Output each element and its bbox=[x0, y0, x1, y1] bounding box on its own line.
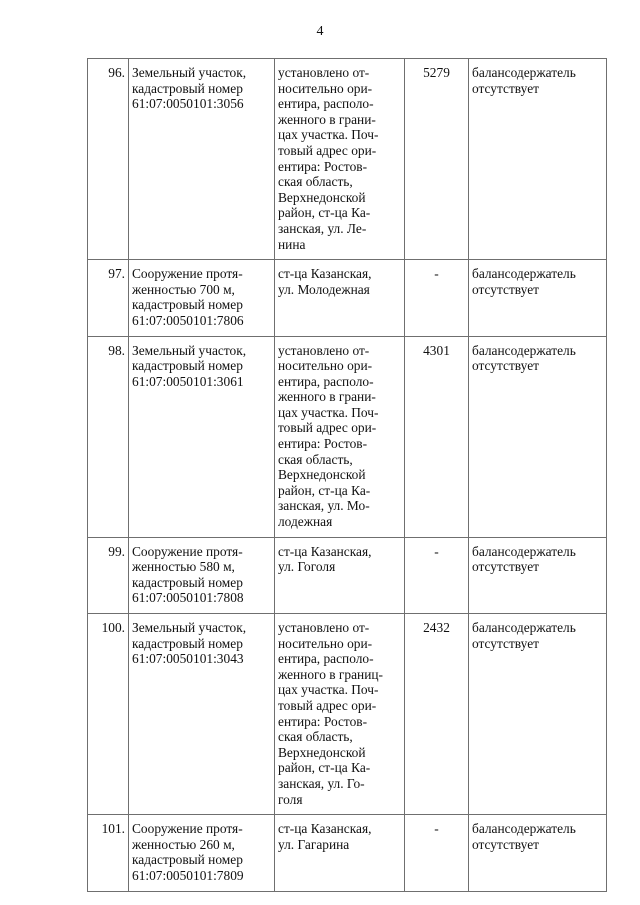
object-address: установлено от- носительно ори- ентира, располо- женного в грани- цах участка. Поч- товый адрес ори- ентира: Ростов- ская область, Верхнедонской район, ст-ца Ка- занская, ул. Ле- нина bbox=[278, 65, 379, 252]
row-number: 100. bbox=[88, 614, 129, 815]
table-row bbox=[88, 260, 607, 336]
balance-holder: балансодержатель отсутствует bbox=[472, 342, 576, 374]
balance-holder: балансодержатель отсутствует bbox=[472, 543, 576, 575]
object-address: установлено от- носительно ори- ентира, располо- женного в грани- цах участка. Поч- товый адрес ори- ентира: Ростов- ская область, Верхнедонской район, ст-ца Ка- занская, ул. Мо- лодежная bbox=[278, 342, 379, 530]
table-row bbox=[88, 815, 607, 891]
object-name: Земельный участок, кадастровый номер 61:07:0050101:3056 bbox=[132, 65, 247, 112]
table-row bbox=[88, 614, 607, 815]
object-address: ст-ца Казанская, ул. Молодежная bbox=[278, 266, 372, 297]
object-name: Земельный участок, кадастровый номер 61:07:0050101:3043 bbox=[132, 620, 247, 667]
object-name: Сооружение протя- женностью 700 м, кадастровый номер 61:07:0050101:7806 bbox=[132, 266, 244, 328]
row-number: 97. bbox=[88, 260, 129, 336]
row-number: 101. bbox=[88, 815, 129, 891]
row-number: 98. bbox=[88, 336, 129, 537]
object-name: Сооружение протя- женностью 580 м, кадастровый номер 61:07:0050101:7808 bbox=[132, 543, 244, 606]
balance-holder: балансодержатель отсутствует bbox=[472, 620, 576, 651]
property-registry-table bbox=[87, 58, 607, 892]
object-area: - bbox=[405, 260, 469, 336]
balance-holder: балансодержатель отсутствует bbox=[472, 821, 576, 852]
balance-holder: балансодержатель отсутствует bbox=[472, 266, 576, 297]
balance-holder: балансодержатель отсутствует bbox=[472, 65, 576, 96]
object-address: ст-ца Казанская, ул. Гоголя bbox=[278, 543, 372, 575]
row-number: 96. bbox=[88, 59, 129, 260]
page-number: 4 bbox=[316, 24, 324, 39]
row-number: 99. bbox=[88, 537, 129, 613]
object-address: ст-ца Казанская, ул. Гагарина bbox=[278, 821, 372, 852]
table-row bbox=[88, 537, 607, 613]
object-area: - bbox=[405, 815, 469, 891]
object-name: Сооружение протя- женностью 260 м, кадастровый номер 61:07:0050101:7809 bbox=[132, 821, 244, 883]
object-area: 2432 bbox=[405, 614, 469, 815]
object-area: 5279 bbox=[405, 59, 469, 260]
table-row bbox=[88, 336, 607, 537]
object-address: установлено от- носительно ори- ентира, располо- женного в границ- цах участка. Поч- товый адрес ори- ентира: Ростов- ская область, Верхнедонской район, ст-ца Ка- занская, ул. Го- голя bbox=[278, 620, 384, 807]
object-area: - bbox=[405, 537, 469, 613]
object-name: Земельный участок, кадастровый номер 61:07:0050101:3061 bbox=[132, 342, 247, 389]
table-row bbox=[88, 59, 607, 260]
object-area: 4301 bbox=[405, 336, 469, 537]
